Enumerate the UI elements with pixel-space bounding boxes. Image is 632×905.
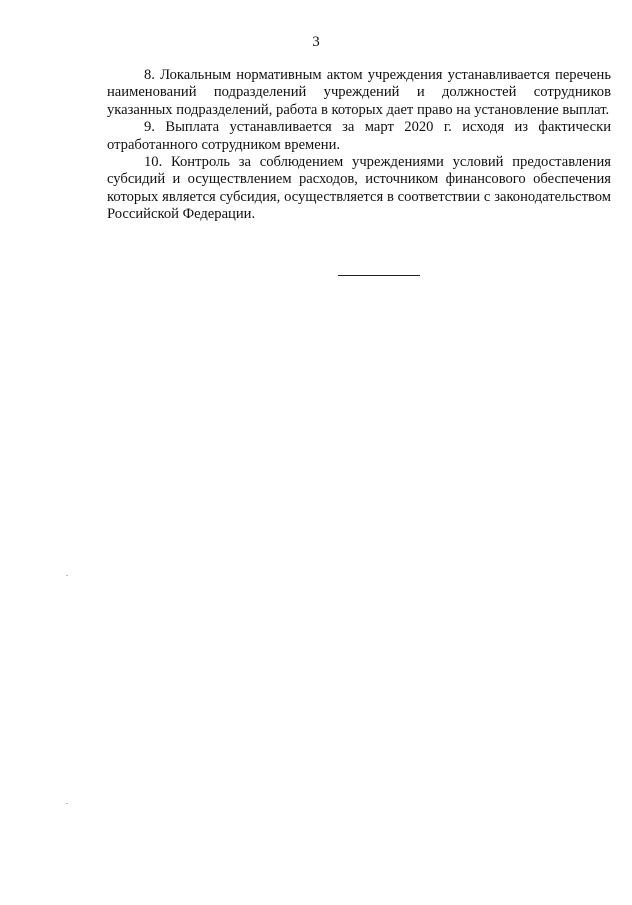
page-number: 3 [312, 34, 320, 50]
paragraph-9-text: 9. Выплата устанавливается за март 2020 г. исходя из фактически отработанного сотрудником времени. [107, 119, 611, 153]
scan-speck [66, 575, 68, 576]
paragraph-9 [107, 119, 611, 154]
scan-speck [66, 803, 68, 804]
end-of-text-line [338, 275, 420, 276]
paragraph-8 [107, 67, 611, 119]
paragraph-8-text: 8. Локальным нормативным актом учреждения устанавливается перечень наименований подразделений учреждений и должностей сотрудников указанных подразделений, работа в которых дает право на установление выплат. [107, 67, 611, 118]
paragraph-10 [107, 154, 611, 224]
document-body [107, 67, 611, 224]
paragraph-10-text: 10. Контроль за соблюдением учреждениями условий предоставления субсидий и осуществлением расходов, источником финансового обеспечения которых является субсидия, осуществляется в соответствии с законодательством Российской Федерации. [107, 154, 611, 223]
